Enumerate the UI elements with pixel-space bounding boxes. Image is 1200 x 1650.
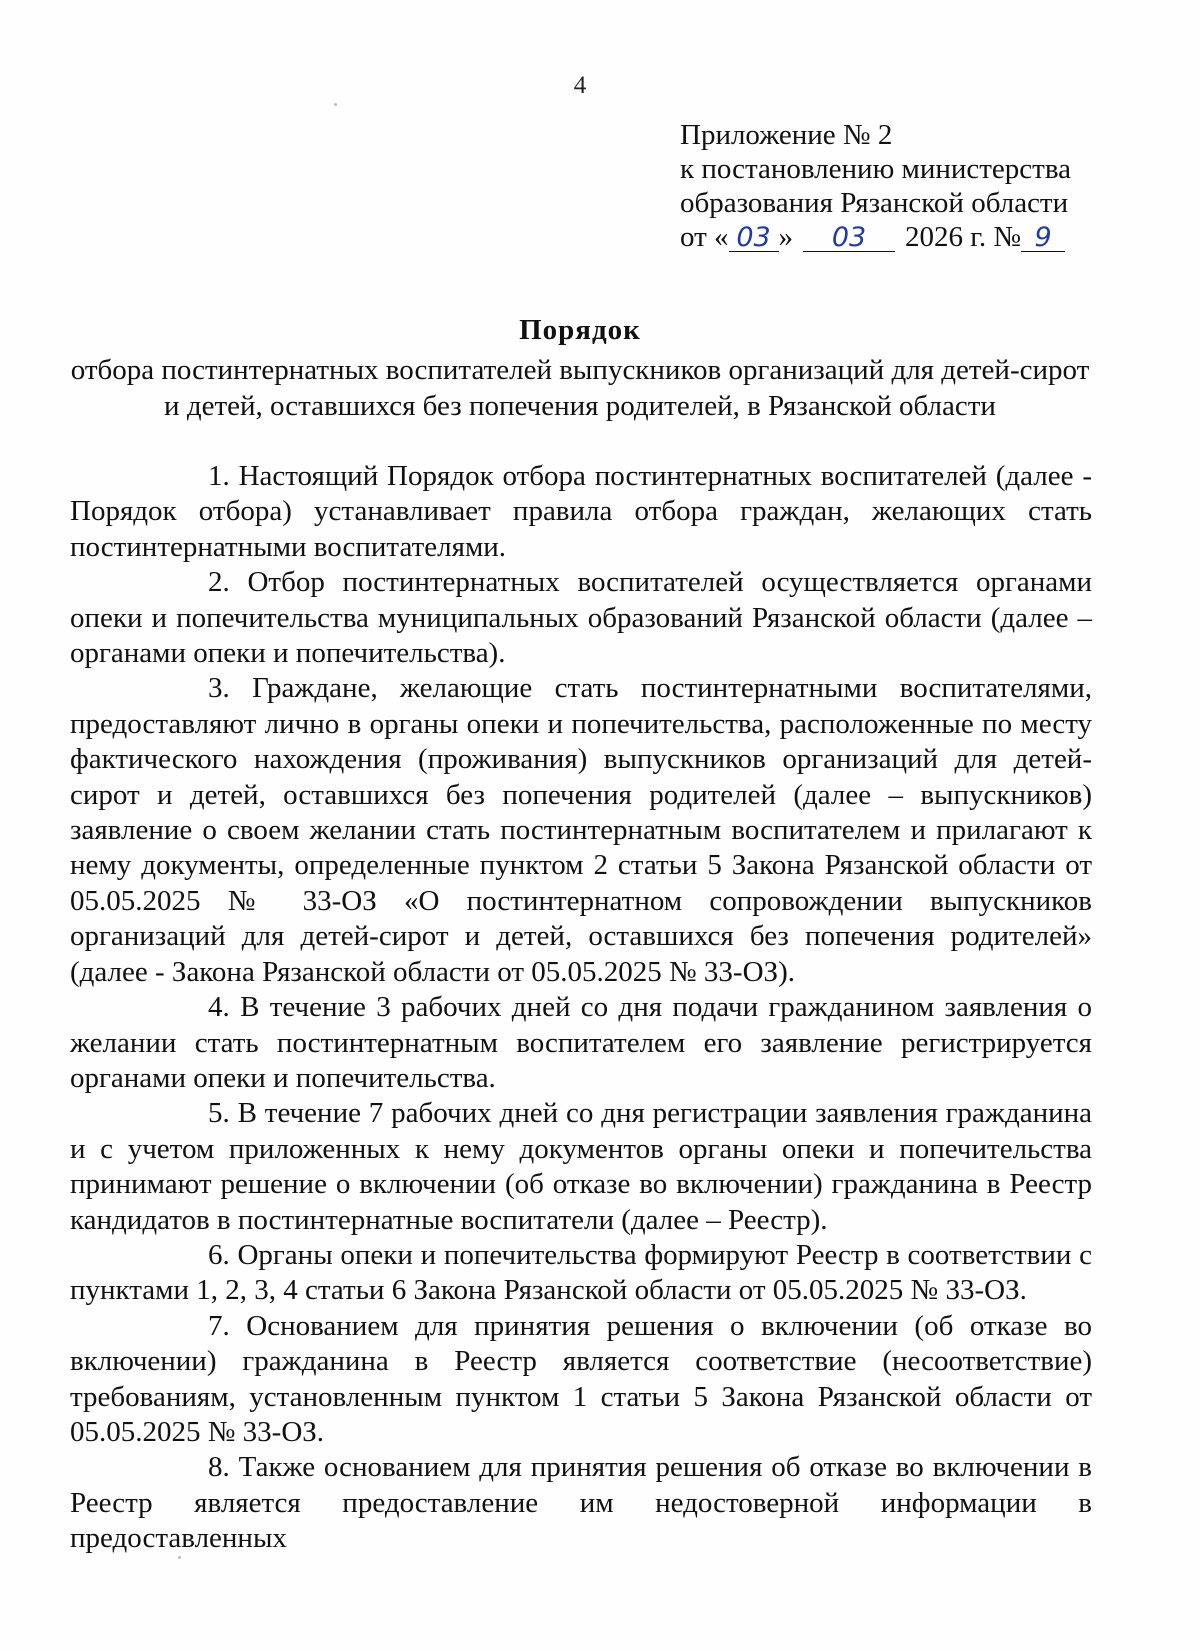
date-mid: » xyxy=(778,221,794,253)
paragraph-number: 7. xyxy=(208,1309,230,1342)
appendix-date-line xyxy=(680,220,1140,254)
paragraph-8 xyxy=(70,1450,1092,1556)
paragraph-text: В течение 7 рабочих дней со дня регистрации заявления гражданина и с учетом приложенных к нему документов органы опеки и попечительства принимают решение о включении (об отказе во включении) гражданина в Реестр кандидатов в постинтернатные воспитатели (далее – Реестр). xyxy=(70,1097,1092,1236)
paragraph-number: 3. xyxy=(208,672,230,705)
document-subtitle xyxy=(70,352,1090,424)
appendix-block xyxy=(680,118,1140,254)
paragraph-1 xyxy=(70,459,1092,565)
paragraph-text: Основанием для принятия решения о включении (об отказе во включении) гражданина в Реестр является соответствие (несоответствие) требованиям, установленным пунктом 1 статьи 5 Закона Рязанской области от 05.05.2025 № 33-ОЗ. xyxy=(70,1309,1092,1448)
document-title: Порядок xyxy=(519,314,641,346)
date-prefix: от « xyxy=(680,221,729,253)
paragraph-text: Настоящий Порядок отбора постинтернатных воспитателей (далее - Порядок отбора) устанавливает правила отбора граждан, желающих стать постинтернатными воспитателями. xyxy=(70,460,1092,563)
paragraph-5 xyxy=(70,1096,1092,1238)
paragraph-number: 8. xyxy=(208,1451,230,1484)
appendix-line-2: к постановлению министерства xyxy=(680,153,1072,185)
handwritten-number: 9 xyxy=(1021,225,1065,252)
handwritten-month: 03 xyxy=(803,225,895,252)
paragraph-number: 2. xyxy=(208,566,230,599)
paragraph-2 xyxy=(70,565,1092,671)
appendix-line-3: образования Рязанской области xyxy=(680,187,1069,219)
paragraph-text: Органы опеки и попечительства формируют Реестр в соответствии с пунктами 1, 2, 3, 4 статьи 6 Закона Рязанской области от 05.05.2025 № 33-ОЗ. xyxy=(70,1238,1093,1307)
paragraph-number: 4. xyxy=(208,991,230,1024)
subtitle-line-2: и детей, оставшихся без попечения родителей, в Рязанской области xyxy=(164,390,996,422)
paragraph-4 xyxy=(70,990,1092,1096)
scan-speck xyxy=(334,103,337,106)
paragraph-text: Граждане, желающие стать постинтернатными воспитателями, предоставляют лично в органы опеки и попечительства, расположенные по месту фактического нахождения (проживания) выпускников организаций для детей-сирот и детей, оставшихся без попечения родителей (далее – выпускников) заявление о своем желании стать постинтернатным воспитателем и прилагают к нему документы, определенные пунктом 2 статьи 5 Закона Рязанской области от 05.05.2025 № 33-ОЗ «О постинтернатном сопровождении выпускников организаций для детей-сирот и детей, оставшихся без попечения родителей» (далее - Закона Рязанской области от 05.05.2025 № 33-ОЗ). xyxy=(70,672,1092,988)
paragraph-6 xyxy=(70,1238,1092,1309)
paragraph-number: 5. xyxy=(208,1097,230,1130)
paragraph-number: 1. xyxy=(208,460,230,492)
page-number: 4 xyxy=(573,72,587,99)
paragraph-text: Также основанием для принятия решения об отказе во включении в Реестр является предоставление им недостоверной информации в предоставленных xyxy=(70,1451,1092,1555)
handwritten-day: 03 xyxy=(729,225,779,252)
paragraph-text: В течение 3 рабочих дней со дня подачи гражданином заявления о желании стать постинтернатным воспитателем его заявление регистрируется органами опеки и попечительства. xyxy=(70,991,1093,1094)
paragraph-7 xyxy=(70,1309,1092,1451)
subtitle-line-1: отбора постинтернатных воспитателей выпускников организаций для детей-сирот xyxy=(70,354,1090,386)
appendix-line-1: Приложение № 2 xyxy=(680,119,893,151)
date-year: 2026 г. № xyxy=(905,221,1022,253)
paragraph-text: Отбор постинтернатных воспитателей осуществляется органами опеки и попечительства муниципальных образований Рязанской области (далее – органами опеки и попечительства). xyxy=(70,566,1093,670)
paragraph-3 xyxy=(70,671,1092,990)
paragraph-number: 6. xyxy=(208,1238,230,1271)
document-body xyxy=(70,459,1092,1557)
scan-speck xyxy=(178,1556,181,1559)
